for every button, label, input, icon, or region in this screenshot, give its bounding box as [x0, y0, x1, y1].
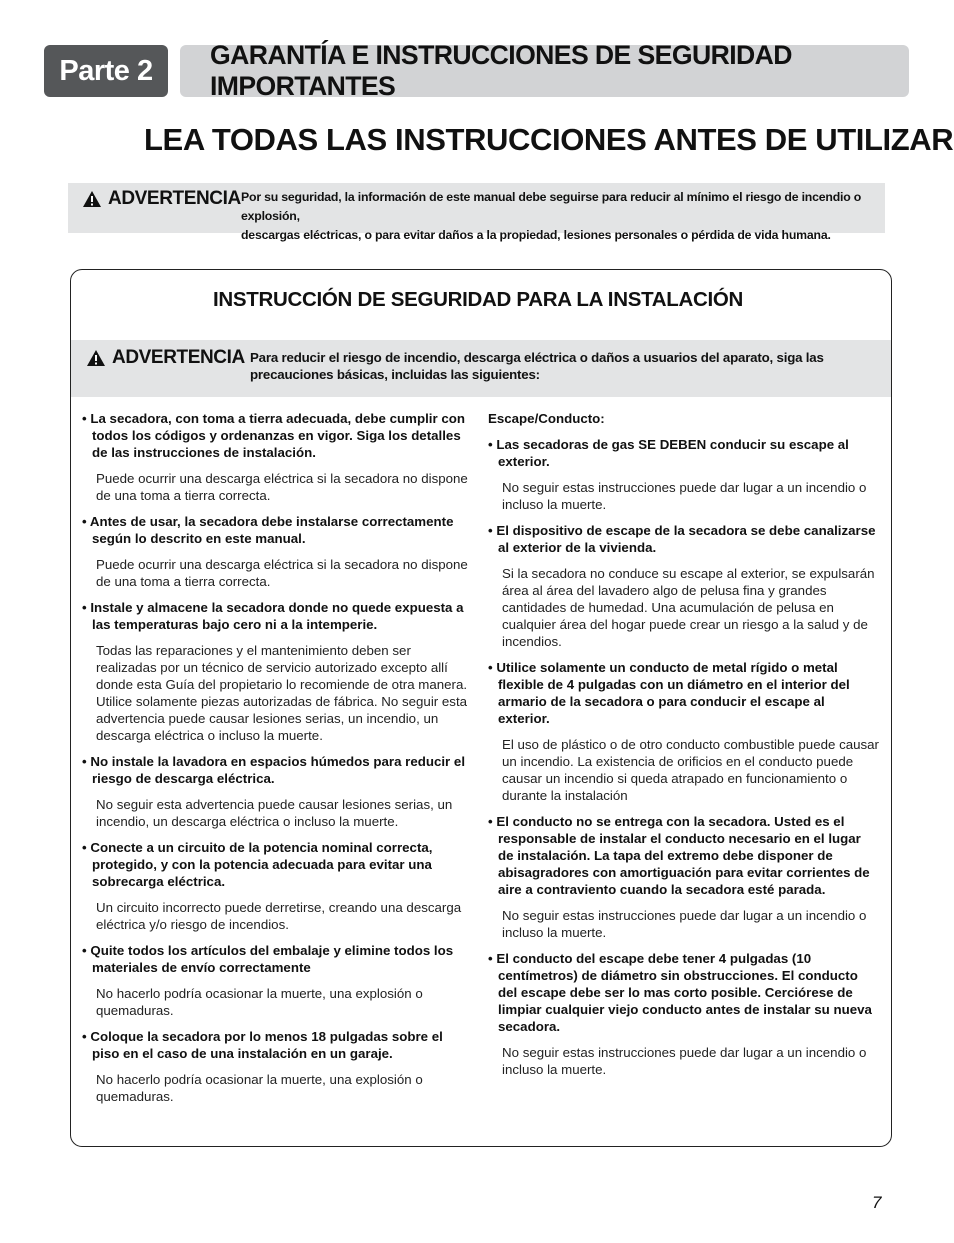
- list-item: [82, 410, 472, 504]
- warning-text-line: Por su seguridad, la información de este manual debe seguirse para reducir al mínimo el riesgo de incendio o explosión,: [241, 190, 862, 223]
- list-item: [82, 1028, 472, 1105]
- warning-label-top: [82, 188, 241, 210]
- note-text: No seguir estas instrucciones puede dar lugar a un incendio o incluso la muerte.: [502, 908, 867, 940]
- warning-triangle-icon: [82, 190, 102, 208]
- note-text: Puede ocurrir una descarga eléctrica si la secadora no dispone de una toma a tierra correcta.: [96, 557, 468, 589]
- note-text: No seguir esta advertencia puede causar lesiones serias, un incendio, un descarga eléctrica o incluso la muerte.: [96, 797, 453, 829]
- page-number: 7: [872, 1193, 882, 1212]
- bullet-text: • Quite todos los artículos del embalaje y elimine todos los materiales de envío correctamente: [82, 943, 454, 975]
- note-text: No seguir estas instrucciones puede dar lugar a un incendio o incluso la muerte.: [502, 1045, 867, 1077]
- subsection-heading: Escape/Conducto:: [488, 411, 605, 426]
- note-text: No seguir estas instrucciones puede dar lugar a un incendio o incluso la muerte.: [502, 480, 867, 512]
- list-item: [82, 753, 472, 830]
- list-item: [488, 950, 880, 1078]
- note-text: Todas las reparaciones y el mantenimiento deben ser realizadas por un técnico de servicio autorizado excepto allí donde esta Guía del propietario lo recomiende de otra manera. Utilice solamente piezas autorizadas de fábrica. No seguir esta advertencia puede causar lesiones serias, un incendio, un descarga eléctrica o incluso la muerte.: [96, 643, 468, 743]
- warning-text-line: precauciones básicas, incluidas las siguientes:: [250, 367, 540, 382]
- list-item: [82, 942, 472, 1019]
- warning-text-section: [250, 349, 880, 383]
- note-text: Puede ocurrir una descarga eléctrica si la secadora no dispone de una toma a tierra correcta.: [96, 471, 468, 503]
- left-column: [82, 410, 472, 1114]
- warning-label-text: ADVERTENCIA: [112, 347, 245, 368]
- bullet-text: • El dispositivo de escape de la secadora se debe canalizarse al exterior de la vivienda.: [488, 523, 876, 555]
- note-text: Un circuito incorrecto puede derretirse, creando una descarga eléctrica y/o riesgo de incendios.: [96, 900, 462, 932]
- bullet-text: • El conducto no se entrega con la secadora. Usted es el responsable de instalar el conducto necesario en el lugar de instalación. La tapa del extremo debe disponer de abisagradores con amortiguación para evitar corrientes de aire a contraviento cuando la secadora esté parada.: [488, 814, 870, 897]
- part-title: GARANTÍA E INSTRUCCIONES DE SEGURIDAD IMPORTANTES: [180, 45, 909, 97]
- bullet-text: • Conecte a un circuito de la potencia nominal correcta, protegido, y con la potencia adecuada para evitar una sobrecarga eléctrica.: [82, 840, 433, 889]
- list-item: [82, 599, 472, 744]
- note-text: No hacerlo podría ocasionar la muerte, una explosión o quemaduras.: [96, 986, 423, 1018]
- note-text: Si la secadora no conduce su escape al exterior, se expulsarán área al área del lavadero algo de pelusa fina y grandes cantidades de humedad. Una acumulación de pelusa en cualquier área del hogar puede crear un riesgo a la salud y de incendios.: [502, 566, 875, 649]
- part-badge: Parte 2: [44, 45, 168, 97]
- list-item: [488, 813, 880, 941]
- warning-triangle-icon: [86, 349, 106, 367]
- warning-label-section: [86, 347, 245, 369]
- list-item: [488, 659, 880, 804]
- list-item: [82, 513, 472, 590]
- section-title: INSTRUCCIÓN DE SEGURIDAD PARA LA INSTALACIÓN: [213, 288, 744, 311]
- bullet-text: • Coloque la secadora por lo menos 18 pulgadas sobre el piso en el caso de una instalación en un garaje.: [82, 1029, 443, 1061]
- note-text: El uso de plástico o de otro conducto combustible puede causar un incendio. La existencia de orificios en el conducto puede causar un incendio si queda atrapado en funcionamiento o durante la instalación: [502, 737, 879, 803]
- bullet-text: • Utilice solamente un conducto de metal rígido o metal flexible de 4 pulgadas con un diámetro en el interior del armario de la secadora o para conducir el escape al exterior.: [488, 660, 850, 726]
- note-text: No hacerlo podría ocasionar la muerte, una explosión o quemaduras.: [96, 1072, 423, 1104]
- list-item: [82, 839, 472, 933]
- bullet-text: • Antes de usar, la secadora debe instalarse correctamente según lo descrito en este manual.: [82, 514, 454, 546]
- warning-label-text: ADVERTENCIA: [108, 188, 241, 209]
- bullet-text: • Las secadoras de gas SE DEBEN conducir su escape al exterior.: [488, 437, 849, 469]
- page-title: LEA TODAS LAS INSTRUCCIONES ANTES DE UTILIZAR: [144, 122, 954, 157]
- list-item: [488, 436, 880, 513]
- list-item: [488, 522, 880, 650]
- bullet-text: • La secadora, con toma a tierra adecuada, debe cumplir con todos los códigos y ordenanzas en vigor. Siga los detalles de las instrucciones de instalación.: [82, 411, 466, 460]
- warning-text-top: [241, 188, 883, 245]
- bullet-text: • Instale y almacene la secadora donde no quede expuesta a las temperaturas bajo cero ni a la intemperie.: [82, 600, 464, 632]
- bullet-text: • No instale la lavadora en espacios húmedos para reducir el riesgo de descarga eléctrica.: [82, 754, 466, 786]
- warning-text-line: Para reducir el riesgo de incendio, descarga eléctrica o daños a usuarios del aparato, siga las: [250, 350, 824, 365]
- bullet-text: • El conducto del escape debe tener 4 pulgadas (10 centímetros) de diámetro sin obstrucciones. El conducto del escape debe ser lo mas corto posible. Cerciórese de limpiar cualquier viejo conducto antes de instalar su nueva secadora.: [488, 951, 872, 1034]
- right-column: [488, 410, 880, 1087]
- warning-text-line: descargas eléctricas, o para evitar daños a la propiedad, lesiones personales o pérdida de vida humana.: [241, 228, 831, 242]
